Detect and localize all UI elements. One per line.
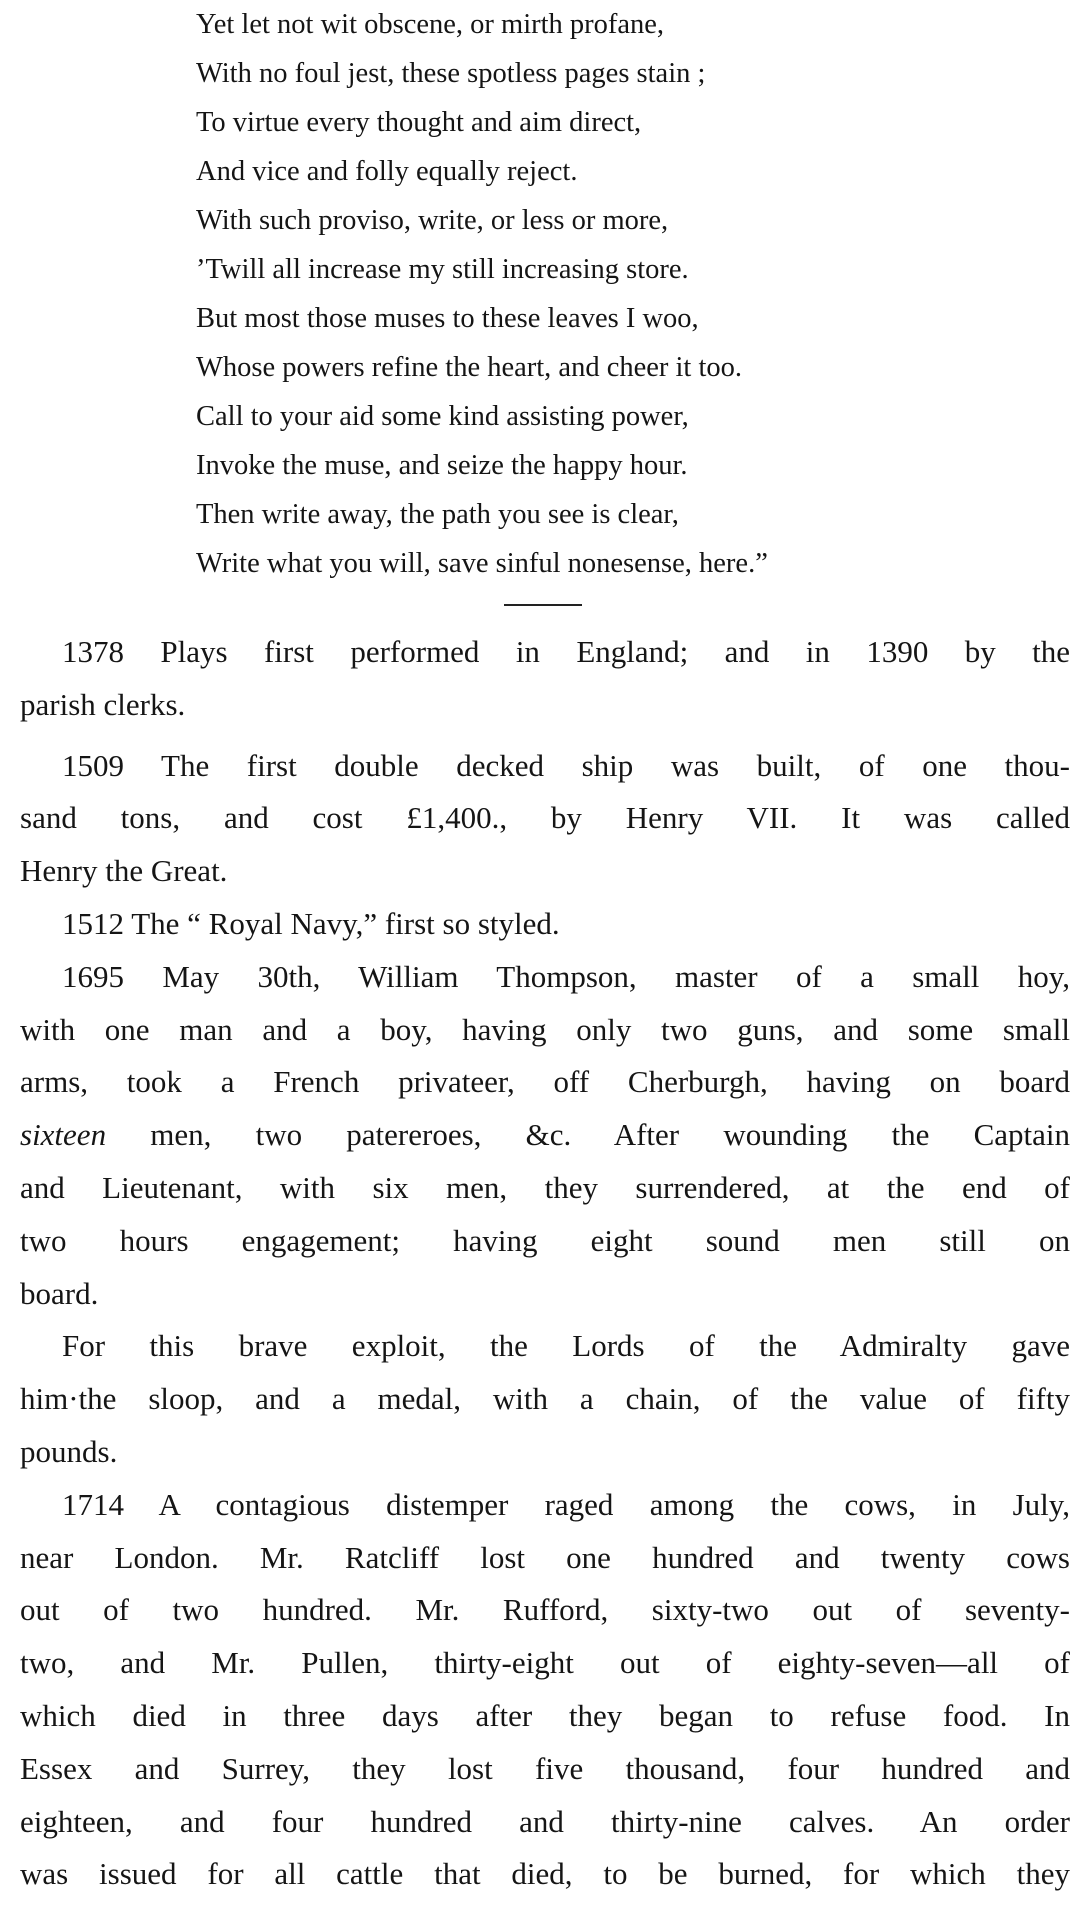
text-line: parish clerks. — [20, 686, 186, 722]
text-line: 1695 May 30th, William Thompson, master of a small hoy, — [62, 958, 1070, 994]
poem-line: With no foul jest, these spotless pages stain ; — [196, 58, 706, 89]
text-line: pounds. — [20, 1433, 118, 1469]
poem-line: Invoke the muse, and seize the happy hour. — [196, 450, 688, 481]
entry-1509 — [20, 740, 1070, 898]
poem-line: Whose powers refine the heart, and cheer it too. — [196, 352, 743, 383]
text-fragment: men, two patereroes, &c. After wounding the Captain — [150, 1117, 1071, 1153]
text-line: two hours engagement; having eight sound men still on — [20, 1222, 1070, 1258]
text-line: with one man and a boy, having only two guns, and some small — [20, 1011, 1070, 1047]
text-line: him·the sloop, and a medal, with a chain, of the value of fifty — [20, 1381, 1070, 1417]
poem-line: But most those muses to these leaves I woo, — [196, 303, 699, 334]
poem-line: Then write away, the path you see is clear, — [196, 499, 679, 530]
text-line: Essex and Surrey, they lost five thousand, four hundred and — [20, 1750, 1070, 1786]
text-line: 1509 The first double decked ship was built, of one thou- — [62, 747, 1070, 783]
poem-line: Write what you will, save sinful nonesense, here.” — [196, 548, 768, 579]
text-line: 1378 Plays first performed in England; and in 1390 by the — [62, 634, 1070, 669]
entry-1512 — [20, 898, 1070, 951]
section-divider — [504, 604, 582, 606]
entry-1378 — [20, 626, 1070, 732]
text-line: For this brave exploit, the Lords of the Admiralty gave — [62, 1328, 1070, 1364]
poem-line: ’Twill all increase my still increasing store. — [196, 254, 689, 285]
entry-1714 — [20, 1479, 1070, 1901]
poem-line: With such proviso, write, or less or more, — [196, 205, 669, 236]
italic-word: sixteen — [20, 1117, 107, 1153]
text-line: eighteen, and four hundred and thirty-nine calves. An order — [20, 1803, 1070, 1839]
text-line: 1512 The “ Royal Navy,” first so styled. — [62, 905, 560, 941]
text-line: arms, took a French privateer, off Cherburgh, having on board — [20, 1064, 1070, 1100]
text-line: near London. Mr. Ratcliff lost one hundred and twenty cows — [20, 1539, 1070, 1575]
poem-line: Yet let not wit obscene, or mirth profane, — [196, 9, 665, 40]
text-line: two, and Mr. Pullen, thirty-eight out of eighty-seven—all of — [20, 1645, 1070, 1681]
text-line: board. — [20, 1275, 99, 1311]
chronology-text — [20, 626, 1070, 1901]
entry-1695 — [20, 951, 1070, 1321]
text-line: which died in three days after they began to refuse food. In — [20, 1697, 1070, 1733]
poem-line: To virtue every thought and aim direct, — [196, 107, 642, 138]
text-line: and Lieutenant, with six men, they surrendered, at the end of — [20, 1169, 1070, 1205]
text-line — [20, 1109, 1070, 1162]
entry-reward — [20, 1320, 1070, 1478]
poem-block — [196, 0, 1056, 588]
text-line: was issued for all cattle that died, to be burned, for which they — [20, 1856, 1070, 1892]
poem-line: And vice and folly equally reject. — [196, 156, 578, 187]
text-line: 1714 A contagious distemper raged among the cows, in July, — [62, 1486, 1070, 1522]
poem-line: Call to your aid some kind assisting power, — [196, 401, 689, 432]
text-line: out of two hundred. Mr. Rufford, sixty-two out of seventy- — [20, 1592, 1070, 1628]
text-line: Henry the Great. — [20, 853, 228, 889]
text-line: sand tons, and cost £1,400., by Henry VII. It was called — [20, 800, 1070, 836]
